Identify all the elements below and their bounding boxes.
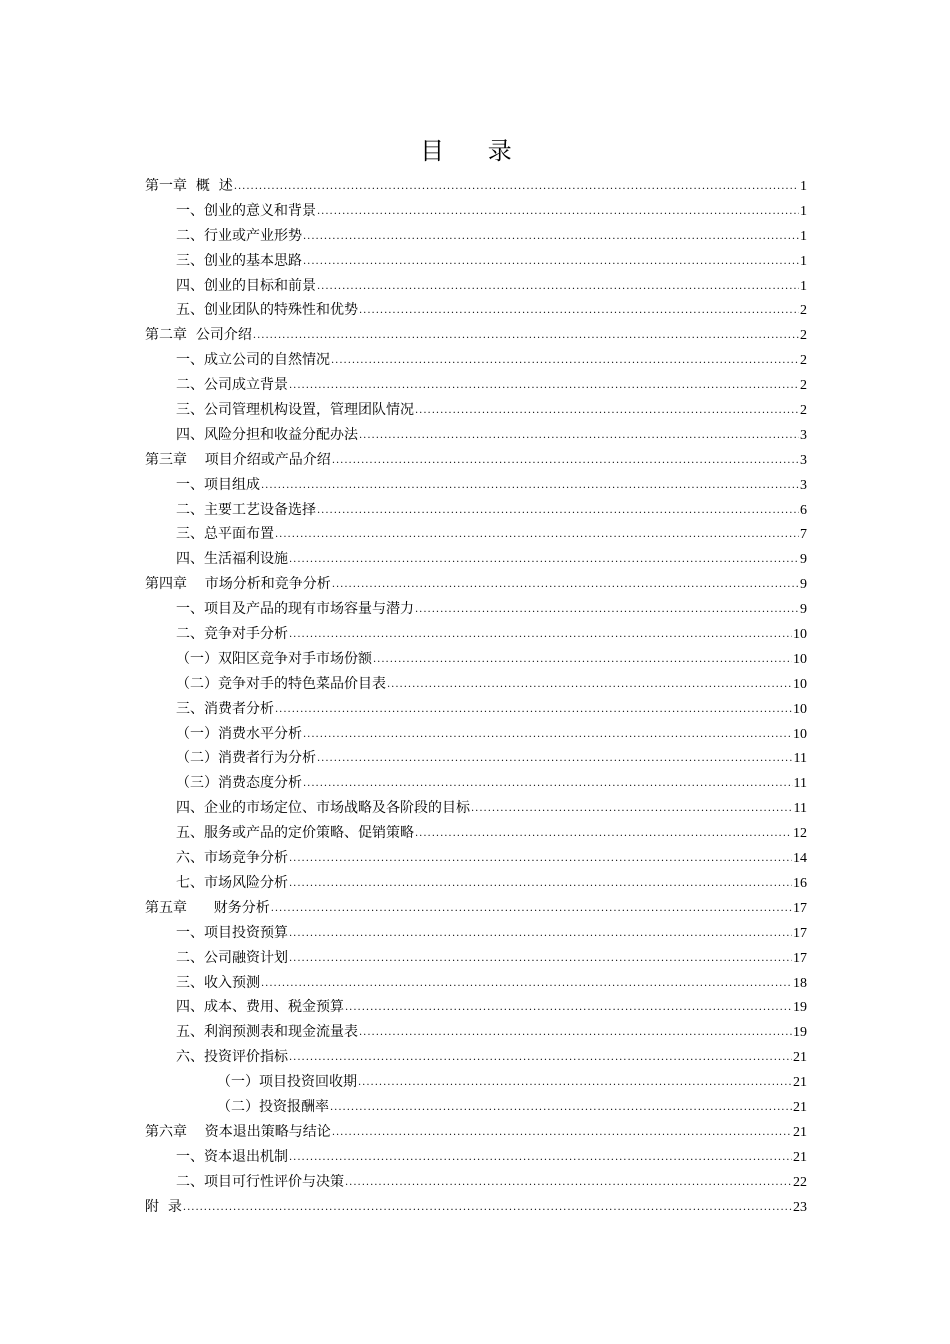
toc-entry-title: （一）项目投资回收期: [217, 1074, 357, 1091]
toc-dot-leader: [317, 499, 799, 524]
toc-dot-leader: [303, 225, 799, 250]
toc-entry-title: 七、市场风险分析: [176, 874, 288, 891]
toc-entry-title: 二、行业或产业形势: [176, 227, 302, 244]
toc-page-number: 12: [793, 826, 807, 842]
toc-page-number: 2: [800, 303, 807, 319]
toc-dot-leader: [331, 349, 799, 374]
toc-section-entry[interactable]: [145, 522, 807, 547]
toc-page-number: 21: [793, 1075, 807, 1091]
toc-page-number: 2: [800, 378, 807, 394]
toc-dot-leader: [345, 1171, 792, 1196]
toc-section-entry[interactable]: [145, 871, 807, 896]
toc-dot-leader: [359, 299, 799, 324]
toc-section-entry[interactable]: [145, 971, 807, 996]
toc-page-number: 17: [793, 900, 807, 916]
toc-page-number: 10: [793, 651, 807, 667]
toc-entry-title: 三、总平面布置: [176, 526, 274, 543]
toc-section-entry[interactable]: [145, 821, 807, 846]
toc-section-entry[interactable]: [145, 1170, 807, 1195]
toc-section-entry[interactable]: [145, 298, 807, 323]
toc-page-number: 1: [800, 278, 807, 294]
toc-section-entry[interactable]: [145, 1145, 807, 1170]
toc-dot-leader: [234, 175, 799, 200]
toc-dot-leader: [183, 1196, 792, 1221]
toc-page-number: 21: [793, 1099, 807, 1115]
toc-entry-title: 第一章 概 述: [145, 178, 233, 194]
toc-dot-leader: [359, 1021, 792, 1046]
toc-section-entry[interactable]: [145, 1095, 807, 1120]
toc-section-entry[interactable]: [145, 647, 807, 672]
toc-page-number: 22: [793, 1174, 807, 1190]
toc-entry-title: （一）双阳区竞争对手市场份额: [176, 650, 372, 667]
toc-dot-leader: [317, 200, 799, 225]
toc-entry-title: 六、投资评价指标: [176, 1049, 288, 1066]
toc-page-number: 18: [793, 975, 807, 991]
toc-dot-leader: [289, 847, 792, 872]
toc-dot-leader: [253, 324, 799, 349]
toc-dot-leader: [303, 772, 793, 797]
toc-page-number: 1: [800, 253, 807, 269]
toc-page-number: 2: [800, 328, 807, 344]
toc-chapter-entry[interactable]: [145, 896, 807, 921]
toc-page-number: 17: [793, 950, 807, 966]
toc-entry-title: 四、生活福利设施: [176, 551, 288, 568]
toc-dot-leader: [289, 1146, 792, 1171]
toc-section-entry[interactable]: [145, 547, 807, 572]
toc-entry-title: 五、创业团队的特殊性和优势: [176, 302, 358, 319]
toc-section-entry[interactable]: [145, 1045, 807, 1070]
toc-section-entry[interactable]: [145, 697, 807, 722]
toc-page-number: 21: [793, 1124, 807, 1140]
toc-dot-leader: [261, 474, 799, 499]
toc-dot-leader: [373, 648, 792, 673]
toc-section-entry[interactable]: [145, 224, 807, 249]
toc-dot-leader: [289, 548, 799, 573]
toc-entry-title: （二）竞争对手的特色菜品价目表: [176, 675, 386, 692]
toc-entry-title: 一、项目投资预算: [176, 924, 288, 941]
toc-page-number: 10: [793, 676, 807, 692]
toc-page-number: 21: [793, 1050, 807, 1066]
toc-entry-title: （二）消费者行为分析: [176, 750, 316, 767]
toc-page-number: 9: [800, 602, 807, 618]
toc-entry-title: 第二章 公司介绍: [145, 327, 252, 344]
toc-page-number: 14: [793, 851, 807, 867]
toc-entry-title: 二、项目可行性评价与决策: [176, 1173, 344, 1190]
toc-chapter-entry[interactable]: [145, 572, 807, 597]
toc-chapter-entry[interactable]: [145, 323, 807, 348]
toc-page-number: 2: [800, 353, 807, 369]
toc-page-number: 17: [793, 925, 807, 941]
toc-page-number: 19: [793, 1000, 807, 1016]
toc-dot-leader: [332, 573, 799, 598]
toc-page-number: 2: [800, 403, 807, 419]
toc-page-number: 19: [793, 1025, 807, 1041]
toc-entry-title: （二）投资报酬率: [217, 1098, 329, 1115]
toc-dot-leader: [471, 797, 793, 822]
toc-entry-title: 第三章 项目介绍或产品介绍: [145, 451, 331, 468]
toc-chapter-entry[interactable]: [145, 1120, 807, 1145]
toc-dot-leader: [271, 897, 792, 922]
toc-entry-title: 三、创业的基本思路: [176, 252, 302, 269]
toc-section-entry[interactable]: [145, 995, 807, 1020]
toc-entry-title: 一、项目及产品的现有市场容量与潜力: [176, 601, 414, 618]
toc-page-number: 3: [800, 477, 807, 493]
toc-dot-leader: [330, 1096, 792, 1121]
toc-entry-title: 一、成立公司的自然情况: [176, 352, 330, 369]
toc-dot-leader: [275, 698, 792, 723]
toc-section-entry[interactable]: [145, 796, 807, 821]
toc-page-number: 11: [793, 801, 807, 817]
toc-entry-title: 附 录: [145, 1198, 182, 1215]
toc-page-number: 23: [793, 1199, 807, 1215]
toc-chapter-entry[interactable]: [145, 448, 807, 473]
toc-entry-title: 三、公司管理机构设置，管理团队情况: [176, 402, 414, 419]
toc-section-entry[interactable]: [145, 398, 807, 423]
toc-entry-title: 四、企业的市场定位、市场战略及各阶段的目标: [176, 800, 470, 817]
toc-section-entry[interactable]: [145, 1020, 807, 1045]
toc-section-entry[interactable]: [145, 622, 807, 647]
toc-entry-title: 二、竞争对手分析: [176, 626, 288, 643]
toc-dot-leader: [317, 275, 799, 300]
toc-entry-title: 四、成本、费用、税金预算: [176, 999, 344, 1016]
toc-page-number: 3: [800, 427, 807, 443]
toc-page-number: 9: [800, 577, 807, 593]
toc-entry-title: 三、消费者分析: [176, 700, 274, 717]
toc-entry-title: 一、创业的意义和背景: [176, 202, 316, 219]
toc-section-entry[interactable]: [145, 597, 807, 622]
toc-entry-title: 四、风险分担和收益分配办法: [176, 426, 358, 443]
toc-section-entry[interactable]: [145, 348, 807, 373]
toc-dot-leader: [303, 250, 799, 275]
toc-section-entry[interactable]: [145, 199, 807, 224]
toc-dot-leader: [415, 399, 799, 424]
toc-dot-leader: [387, 673, 792, 698]
toc-entry-title: （一）消费水平分析: [176, 725, 302, 742]
toc-entry-title: 一、项目组成: [176, 476, 260, 493]
toc-chapter-entry[interactable]: [145, 1195, 807, 1220]
toc-section-entry[interactable]: [145, 373, 807, 398]
toc-page-number: 1: [800, 203, 807, 219]
toc-dot-leader: [289, 872, 792, 897]
toc-dot-leader: [289, 1046, 792, 1071]
toc-entry-title: 二、公司融资计划: [176, 949, 288, 966]
toc-dot-leader: [289, 374, 799, 399]
toc-section-entry[interactable]: [145, 846, 807, 871]
toc-page-number: 16: [793, 875, 807, 891]
toc-page-number: 1: [800, 179, 807, 194]
toc-section-entry[interactable]: [145, 722, 807, 747]
toc-dot-leader: [332, 1121, 792, 1146]
toc-section-entry[interactable]: [145, 746, 807, 771]
toc-dot-leader: [289, 623, 792, 648]
toc-dot-leader: [275, 523, 799, 548]
table-of-contents: [145, 174, 807, 1219]
toc-dot-leader: [289, 922, 792, 947]
toc-section-entry[interactable]: [145, 423, 807, 448]
toc-page-number: 7: [800, 527, 807, 543]
toc-entry-title: 六、市场竞争分析: [176, 850, 288, 867]
toc-page-number: 10: [793, 701, 807, 717]
toc-page-number: 1: [800, 228, 807, 244]
toc-dot-leader: [317, 747, 793, 772]
toc-section-entry[interactable]: [145, 921, 807, 946]
toc-entry-title: 四、创业的目标和前景: [176, 277, 316, 294]
toc-page-number: 11: [793, 776, 807, 792]
toc-entry-title: 第五章 财务分析: [145, 899, 270, 916]
toc-page-number: 10: [793, 627, 807, 643]
toc-section-entry[interactable]: [145, 249, 807, 274]
toc-entry-title: 五、服务或产品的定价策略、促销策略: [176, 825, 414, 842]
toc-dot-leader: [303, 723, 792, 748]
toc-entry-title: 二、公司成立背景: [176, 377, 288, 394]
toc-dot-leader: [289, 947, 792, 972]
toc-page-number: 3: [800, 452, 807, 468]
toc-dot-leader: [261, 972, 792, 997]
toc-page-number: 9: [800, 552, 807, 568]
toc-entry-title: 二、主要工艺设备选择: [176, 501, 316, 518]
toc-entry-title: 第六章 资本退出策略与结论: [145, 1123, 331, 1140]
toc-entry-title: （三）消费态度分析: [176, 775, 302, 792]
toc-section-entry[interactable]: [145, 274, 807, 299]
toc-section-entry[interactable]: [145, 946, 807, 971]
toc-entry-title: 五、利润预测表和现金流量表: [176, 1024, 358, 1041]
toc-section-entry[interactable]: [145, 672, 807, 697]
toc-page-number: 21: [793, 1149, 807, 1165]
toc-page-number: 11: [793, 751, 807, 767]
toc-section-entry[interactable]: [145, 473, 807, 498]
toc-entry-title: 三、收入预测: [176, 974, 260, 991]
toc-dot-leader: [332, 449, 799, 474]
toc-dot-leader: [359, 424, 799, 449]
toc-section-entry[interactable]: [145, 771, 807, 796]
toc-section-entry[interactable]: [145, 498, 807, 523]
toc-dot-leader: [415, 598, 799, 623]
page-title: 目 录: [420, 137, 530, 165]
toc-chapter-entry[interactable]: [145, 174, 807, 199]
toc-page-number: 6: [800, 502, 807, 518]
toc-section-entry[interactable]: [145, 1070, 807, 1095]
toc-dot-leader: [358, 1071, 792, 1096]
toc-entry-title: 一、资本退出机制: [176, 1148, 288, 1165]
toc-dot-leader: [345, 996, 792, 1021]
toc-entry-title: 第四章 市场分析和竞争分析: [145, 576, 331, 593]
toc-page-number: 10: [793, 726, 807, 742]
toc-dot-leader: [415, 822, 792, 847]
